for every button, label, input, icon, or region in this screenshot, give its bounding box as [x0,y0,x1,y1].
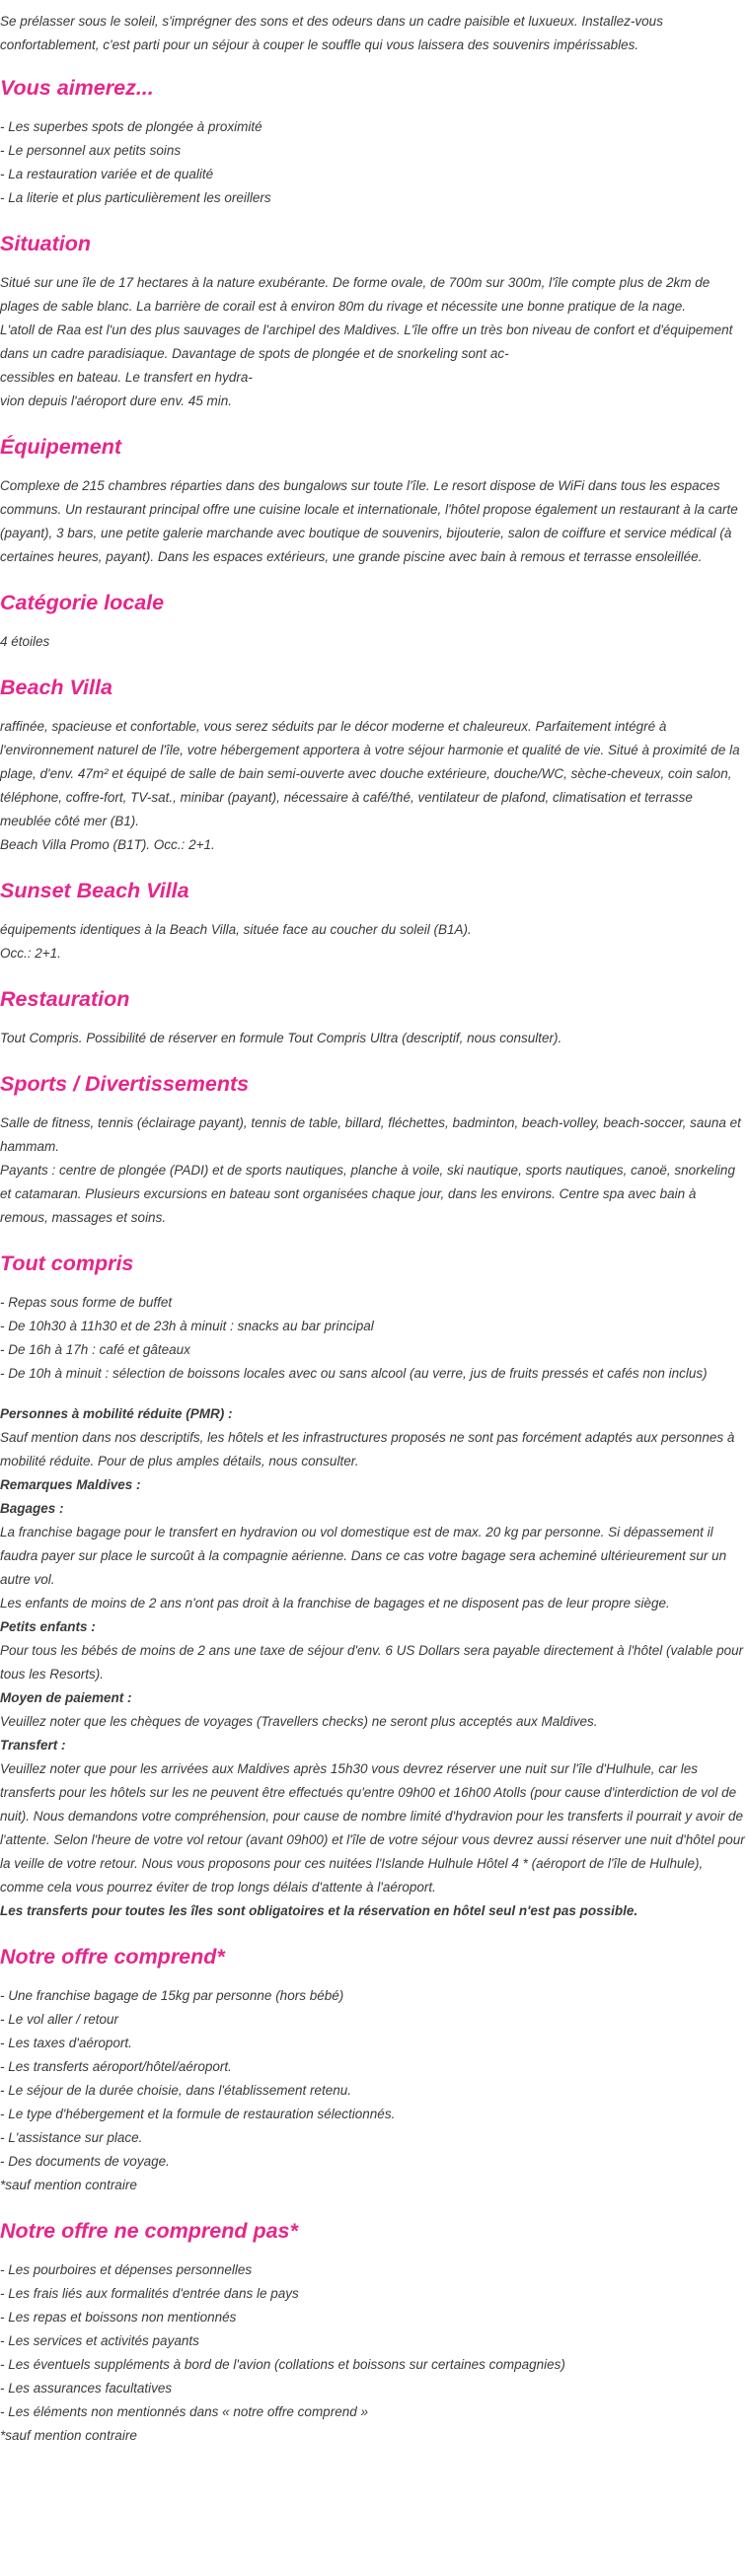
section-title: Catégorie locale [0,591,165,614]
info-text: Les enfants de moins de 2 ans n'ont pas droit à la franchise de bagages et ne disposent pas de leur propre siège. [0,1596,670,1610]
intro-text: Se prélasser sous le soleil, s'imprégner des sons et des odeurs dans un cadre paisible et luxueux. Installez-vous confortablement, c'est parti pour un séjour à couper le souffle qui vous laissera des souvenirs impérissables. [0,14,663,52]
section-line: - Le vol aller / retour [0,2012,119,2027]
section-line: - De 10h30 à 11h30 et de 23h à minuit : snacks au bar principal [0,1319,374,1333]
section-line: Salle de fitness, tennis (éclairage payant), tennis de table, billard, fléchettes, badminton, beach-volley, beach-soccer, sauna et hammam. [0,1115,741,1154]
section-lines [0,271,746,413]
info-heading: Personnes à mobilité réduite (PMR) : [0,1406,233,1421]
section-line: - Le séjour de la durée choisie, dans l'établissement retenu. [0,2083,352,2098]
section-line: - Repas sous forme de buffet [0,1295,173,1310]
section-line: cessibles en bateau. Le transfert en hydra- [0,370,253,385]
section-situation [0,227,746,413]
section-sunset-beach-villa [0,874,746,966]
info-text: La franchise bagage pour le transfert en hydravion ou vol domestique est de max. 20 kg par personne. Si dépassement il faudra payer sur place le surcoût à la compagnie aérienne. Dans ce cas votre bagage sera acheminé ultérieurement sur un autre vol. [0,1525,727,1587]
section-line: - Les services et activités payants [0,2333,199,2348]
section-title: Restauration [0,987,130,1011]
section-line: vion depuis l'aéroport dure env. 45 min. [0,394,232,408]
section-lines [0,1984,746,2197]
section-line: - Le personnel aux petits soins [0,143,182,158]
section-line: 4 étoiles [0,634,50,649]
section-line: Occ.: 2+1. [0,946,61,961]
section-title: Notre offre ne comprend pas* [0,2219,298,2243]
section-lines [0,474,746,569]
section-offre-ne-comprend-pas [0,2214,746,2448]
section-lines [0,918,746,966]
section-line: - Les assurances facultatives [0,2381,173,2396]
section-sports [0,1067,746,1230]
section-line: - Les repas et boissons non mentionnés [0,2310,237,2325]
section-vous-aimerez [0,71,746,210]
info-heading: Remarques Maldives : [0,1477,141,1492]
section-line: - Des documents de voyage. [0,2154,170,2169]
section-line: - Les frais liés aux formalités d'entrée dans le pays [0,2286,299,2301]
section-title: Sports / Divertissements [0,1072,250,1096]
section-line: - Les pourboires et dépenses personnelles [0,2262,253,2277]
info-text: Veuillez noter que pour les arrivées aux Maldives après 15h30 vous devrez réserver une nuit sur l'île d'Hulhule, car les transferts pour les hôtels sur les ne peuvent être effectués qu'entre 09h00 et 16h00 Atolls (pour cause d'interdiction de vol de nuit). Nous demandons votre compréhension, pour cause de nombre limité d'hydravion pour les transferts il pourrait y avoir de l'attente. Selon l'heure de votre vol retour (avant 09h00) et l'île de votre séjour vous devrez aussi réserver une nuit d'hôtel pour la veille de votre retour. Nous vous proposons pour ces nuitées l'Islande Hulhule Hôtel 4 * (aéroport de l'île de Hulhule), comme cela vous pourrez éviter de trop longs délais d'attente à l'aéroport. [0,1761,745,1895]
section-equipement [0,430,746,569]
section-line: équipements identiques à la Beach Villa, située face au coucher du soleil (B1A). [0,922,472,937]
section-title: Situation [0,232,91,255]
section-lines [0,630,746,654]
section-line: Tout Compris. Possibilité de réserver en formule Tout Compris Ultra (descriptif, nous consulter). [0,1031,562,1045]
section-lines [0,715,746,857]
section-title: Sunset Beach Villa [0,879,189,902]
section-line: - Les taxes d'aéroport. [0,2036,132,2050]
info-text: Sauf mention dans nos descriptifs, les hôtels et les infrastructures proposés ne sont pas forcément adaptés aux personnes à mobilité réduite. Pour de plus amples détails, nous consulter. [0,1430,735,1468]
section-offre-comprend [0,1940,746,2197]
section-line: L'atoll de Raa est l'un des plus sauvages de l'archipel des Maldives. L'île offre un très bon niveau de confort et d'équipement dans un cadre paradisiaque. Davantage de spots de plongée et de snorkeling sont ac- [0,322,733,361]
section-lines [0,1027,746,1050]
section-line: - Les transferts aéroport/hôtel/aéroport. [0,2059,232,2074]
info-heading: Les transferts pour toutes les îles sont obligatoires et la réservation en hôtel seul n'est pas possible. [0,1903,638,1918]
info-heading: Moyen de paiement : [0,1690,132,1705]
section-line: *sauf mention contraire [0,2178,137,2192]
section-line: - La literie et plus particulièrement les oreillers [0,190,271,205]
section-line: - Le type d'hébergement et la formule de restauration sélectionnés. [0,2107,396,2121]
section-restauration [0,982,746,1050]
practical-info [0,1402,746,1923]
section-line: *sauf mention contraire [0,2428,137,2443]
section-line: Situé sur une île de 17 hectares à la nature exubérante. De forme ovale, de 700m sur 300m, l'île compte plus de 2km de plages de sable blanc. La barrière de corail est à environ 80m du rivage et nécessite une bonne pratique de la nage. [0,275,711,314]
info-text: Veuillez noter que les chèques de voyages (Travellers checks) ne seront plus acceptés aux Maldives. [0,1714,598,1729]
section-line: - Les éventuels suppléments à bord de l'avion (collations et boissons sur certaines compagnies) [0,2357,565,2372]
section-line: - De 16h à 17h : café et gâteaux [0,1342,190,1357]
section-line: Beach Villa Promo (B1T). Occ.: 2+1. [0,837,215,852]
section-line: Complexe de 215 chambres réparties dans des bungalows sur toute l'île. Le resort dispose de WiFi dans tous les espaces communs. Un restaurant principal offre une cuisine locale et internationale, l'hôtel propose également un restaurant à la carte (payant), 3 bars, une petite galerie marchande avec boutique de souvenirs, bijouterie, salon de coiffure et service médical (à certaines heures, payant). Dans les espaces extérieurs, une grande piscine avec bain à remous et terrasse ensoleillée. [0,478,738,564]
section-lines [0,2258,746,2448]
section-lines [0,115,746,210]
info-heading: Bagages : [0,1501,64,1516]
info-heading: Transfert : [0,1738,66,1753]
section-line: raffinée, spacieuse et confortable, vous serez séduits par le décor moderne et chaleureux. Parfaitement intégré à l'environnement naturel de l'île, votre hébergement apportera à votre séjour harmonie et qualité de vie. Situé à proximité de la plage, d'env. 47m² et équipé de salle de bain semi-ouverte avec douche extérieure, douche/WC, sèche-cheveux, coin salon, téléphone, coffre-fort, TV-sat., minibar (payant), nécessaire à café/thé, ventilateur de plafond, climatisation et terrasse meublée côté mer (B1). [0,719,740,828]
section-title: Équipement [0,435,122,459]
section-line: - La restauration variée et de qualité [0,167,214,181]
section-title: Beach Villa [0,676,112,699]
section-line: - L'assistance sur place. [0,2130,143,2145]
section-lines [0,1291,746,1386]
section-title: Vous aimerez... [0,76,154,100]
section-line: Payants : centre de plongée (PADI) et de sports nautiques, planche à voile, ski nautique, sports nautiques, canoë, snorkeling et catamaran. Plusieurs excursions en bateau sont organisées chaque jour, dans les environs. Centre spa avec bain à remous, massages et soins. [0,1163,735,1225]
info-heading: Petits enfants : [0,1619,96,1634]
section-line: - De 10h à minuit : sélection de boissons locales avec ou sans alcool (au verre, jus de fruits pressés et cafés non inclus) [0,1366,708,1381]
section-categorie-locale [0,586,746,654]
info-text: Pour tous les bébés de moins de 2 ans une taxe de séjour d'env. 6 US Dollars sera payable directement à l'hôtel (valable pour tous les Resorts). [0,1643,744,1682]
section-title: Notre offre comprend* [0,1945,225,1968]
section-line: - Les superbes spots de plongée à proximité [0,119,262,134]
section-lines [0,1111,746,1230]
section-tout-compris [0,1247,746,1386]
section-title: Tout compris [0,1252,134,1275]
section-line: - Une franchise bagage de 15kg par personne (hors bébé) [0,1988,344,2003]
section-beach-villa [0,671,746,857]
section-line: - Les éléments non mentionnés dans « notre offre comprend » [0,2404,368,2419]
